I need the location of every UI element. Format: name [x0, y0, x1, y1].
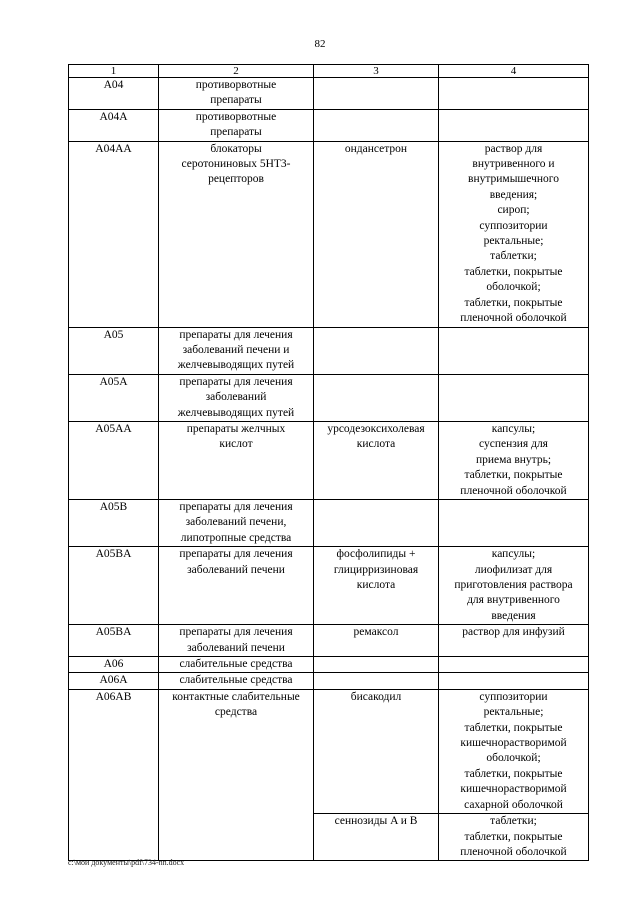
anatomical-therapeutic-group	[159, 657, 314, 673]
drug-name-line: кислота	[356, 438, 396, 451]
dosage-form-line: сахарной оболочкой	[464, 798, 563, 811]
dosage-form	[439, 673, 589, 689]
anatomical-therapeutic-group-line: блокаторы	[210, 142, 262, 155]
anatomical-therapeutic-group-line: кислот	[219, 438, 253, 451]
dosage-form-line: капсулы;	[491, 422, 536, 435]
anatomical-therapeutic-group-line: препараты для лечения	[179, 626, 293, 639]
anatomical-therapeutic-group-line: желчевыводящих путей	[177, 359, 295, 372]
dosage-form-line: лиофилизат для	[474, 563, 553, 576]
dosage-form	[439, 421, 589, 499]
drug-name	[314, 673, 439, 689]
dosage-form-line: ректальные;	[483, 706, 544, 719]
dosage-form-line: введения	[491, 609, 536, 622]
atc-code: A05BA	[69, 547, 159, 625]
table-row	[69, 327, 589, 374]
dosage-form-line: для внутривенного	[467, 594, 560, 607]
anatomical-therapeutic-group-line: противорвотные	[195, 79, 277, 91]
dosage-form-line: раствор для инфузий	[462, 626, 565, 639]
dosage-form-line: суспензия для	[479, 438, 548, 451]
atc-code: A05AA	[69, 421, 159, 499]
dosage-form-line: введения;	[489, 188, 538, 201]
drug-name	[314, 814, 439, 861]
anatomical-therapeutic-group-line: препараты желчных	[186, 422, 286, 435]
atc-code: A05	[69, 327, 159, 374]
drug-name-line: фосфолипиды +	[336, 548, 416, 561]
drug-name-line: кислота	[356, 579, 396, 591]
dosage-form-line: таблетки, покрытые	[464, 767, 563, 780]
drug-name-line: урсодезоксихолевая	[327, 422, 425, 435]
anatomical-therapeutic-group	[159, 141, 314, 327]
atc-code: A06AB	[69, 689, 159, 860]
dosage-form-line: пленочной оболочкой	[460, 312, 567, 325]
dosage-form	[439, 625, 589, 657]
anatomical-therapeutic-group	[159, 109, 314, 141]
anatomical-therapeutic-group-line: препараты для лечения	[179, 548, 293, 561]
table-row	[69, 421, 589, 499]
dosage-form-line: таблетки;	[490, 250, 537, 263]
dosage-form	[439, 141, 589, 327]
anatomical-therapeutic-group	[159, 499, 314, 546]
drug-name	[314, 689, 439, 813]
anatomical-therapeutic-group-line: заболеваний	[205, 391, 267, 404]
dosage-form-line: таблетки, покрытые	[464, 265, 563, 278]
dosage-form-line: таблетки, покрытые	[464, 721, 563, 734]
table-row	[69, 374, 589, 421]
drug-name-line: ондансетрон	[344, 142, 408, 155]
dosage-form-line: суппозитории	[479, 690, 548, 703]
dosage-form	[439, 109, 589, 141]
table-row	[69, 673, 589, 689]
dosage-form-line: ректальные;	[483, 235, 544, 248]
anatomical-therapeutic-group-line: заболеваний печени	[187, 563, 285, 576]
drug-name	[314, 78, 439, 110]
table-header-row	[69, 65, 589, 78]
anatomical-therapeutic-group-line: слабительные средства	[179, 658, 293, 671]
dosage-form-line: приема внутрь;	[475, 453, 552, 466]
anatomical-therapeutic-group-line: желчевыводящих путей	[177, 406, 295, 419]
atc-code: A04	[69, 78, 159, 110]
table-row	[69, 78, 589, 110]
page-number: 82	[314, 38, 326, 50]
anatomical-therapeutic-group-line: рецепторов	[208, 173, 264, 186]
dosage-form-line: оболочкой;	[486, 281, 541, 294]
anatomical-therapeutic-group-line: противорвотные	[195, 110, 277, 123]
column-header: 2	[159, 65, 314, 78]
table-row	[69, 499, 589, 546]
column-header: 1	[69, 65, 159, 78]
anatomical-therapeutic-group	[159, 374, 314, 421]
anatomical-therapeutic-group-line: препараты	[210, 94, 262, 107]
table-row	[69, 689, 589, 813]
anatomical-therapeutic-group	[159, 673, 314, 689]
table-row	[69, 141, 589, 327]
atc-code: A04AA	[69, 141, 159, 327]
dosage-form-line: пленочной оболочкой	[460, 484, 567, 497]
dosage-form	[439, 689, 589, 813]
drug-name-line: ремаксол	[353, 626, 399, 639]
dosage-form-line: пленочной оболочкой	[460, 845, 567, 858]
dosage-form	[439, 657, 589, 673]
dosage-form-line: приготовления раствора	[454, 579, 573, 591]
dosage-form-line: капсулы;	[491, 548, 536, 561]
dosage-form-line: раствор для	[484, 142, 543, 155]
drug-name	[314, 657, 439, 673]
anatomical-therapeutic-group-line: контактные слабительные	[172, 690, 300, 703]
anatomical-therapeutic-group	[159, 421, 314, 499]
dosage-form	[439, 78, 589, 110]
anatomical-therapeutic-group-line: заболеваний печени,	[185, 516, 287, 529]
anatomical-therapeutic-group-line: слабительные средства	[179, 674, 293, 687]
column-header: 3	[314, 65, 439, 78]
anatomical-therapeutic-group-line: препараты для лечения	[179, 328, 293, 341]
drug-name	[314, 109, 439, 141]
anatomical-therapeutic-group	[159, 625, 314, 657]
dosage-form-line: таблетки, покрытые	[464, 296, 563, 309]
atc-code: A05B	[69, 499, 159, 546]
dosage-form-line: сироп;	[497, 204, 530, 217]
dosage-form-line: суппозитории	[479, 219, 548, 232]
anatomical-therapeutic-group	[159, 327, 314, 374]
anatomical-therapeutic-group-line: заболеваний печени	[187, 641, 285, 654]
anatomical-therapeutic-group-line: препараты для лечения	[179, 500, 293, 513]
table-row	[69, 625, 589, 657]
anatomical-therapeutic-group-line: средства	[214, 706, 258, 719]
column-header: 4	[439, 65, 589, 78]
dosage-form	[439, 327, 589, 374]
drug-name	[314, 499, 439, 546]
anatomical-therapeutic-group-line: серотониновых 5HT3-	[181, 158, 291, 171]
atc-code: A06	[69, 657, 159, 673]
footer-file-path: c:\мои документы\pdf\734-nn.docx	[68, 858, 185, 867]
table-row	[69, 109, 589, 141]
drug-name	[314, 374, 439, 421]
atc-code: A04A	[69, 109, 159, 141]
anatomical-therapeutic-group	[159, 547, 314, 625]
anatomical-therapeutic-group-line: липотропные средства	[180, 531, 292, 544]
atc-code: A06A	[69, 673, 159, 689]
drug-name-line: бисакодил	[350, 690, 402, 703]
drug-name	[314, 141, 439, 327]
dosage-form-line: внутривенного и	[472, 158, 555, 171]
drug-name	[314, 327, 439, 374]
dosage-form	[439, 374, 589, 421]
drug-name	[314, 421, 439, 499]
table-row	[69, 547, 589, 625]
dosage-form-line: кишечнорастворимой	[460, 737, 567, 750]
atc-code: A05A	[69, 374, 159, 421]
atc-code: A05BA	[69, 625, 159, 657]
drug-name-line: глицирризиновая	[333, 563, 419, 576]
drug-name-line: сеннозиды A и B	[334, 815, 418, 828]
dosage-form-line: внутримышечного	[468, 173, 559, 186]
dosage-form-line: оболочкой;	[486, 752, 541, 765]
anatomical-therapeutic-group-line: препараты для лечения	[179, 375, 293, 388]
dosage-form	[439, 499, 589, 546]
dosage-form-line: таблетки;	[490, 815, 537, 828]
dosage-form	[439, 547, 589, 625]
drug-table	[68, 64, 589, 861]
dosage-form-line: кишечнорастворимой	[460, 783, 567, 796]
anatomical-therapeutic-group-line: заболеваний печени и	[182, 343, 290, 356]
dosage-form-line: таблетки, покрытые	[464, 469, 563, 482]
dosage-form	[439, 814, 589, 861]
dosage-form-line: таблетки, покрытые	[464, 830, 563, 843]
anatomical-therapeutic-group	[159, 689, 314, 860]
anatomical-therapeutic-group-line: препараты	[210, 126, 262, 139]
anatomical-therapeutic-group	[159, 78, 314, 110]
table-row	[69, 657, 589, 673]
drug-name	[314, 625, 439, 657]
drug-name	[314, 547, 439, 625]
